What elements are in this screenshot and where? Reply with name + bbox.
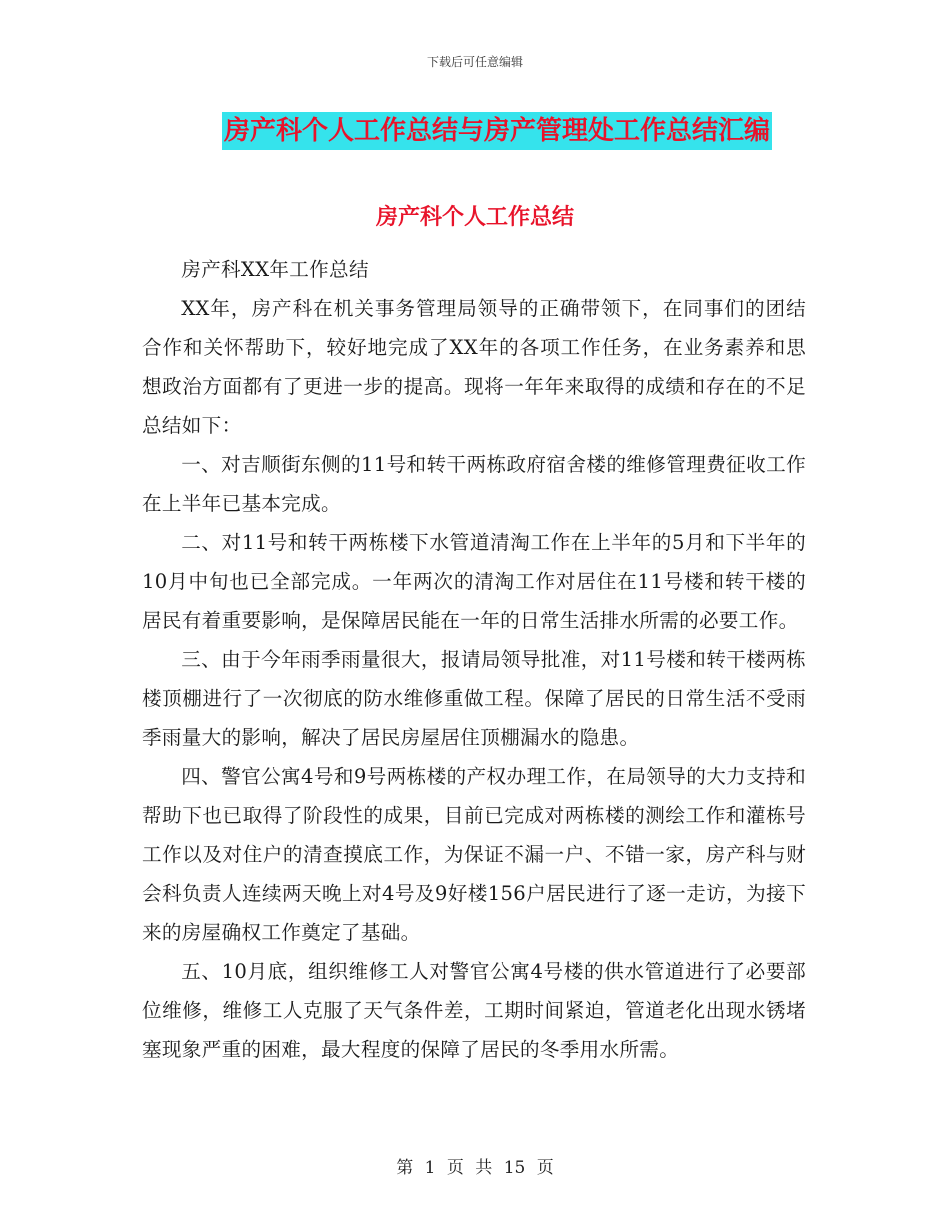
paragraph-item-5: 五、10月底，组织维修工人对警官公寓4号楼的供水管道进行了必要部位维修，维修工人克服了天气条件差，工期时间紧迫，管道老化出现水锈堵塞现象严重的困难，最大程度的保障了居民的冬季用水所需。	[142, 960, 806, 1061]
page-number-footer: 第 1 页 共 15 页	[396, 1158, 554, 1178]
section-title: 房产科个人工作总结	[375, 205, 574, 230]
paragraph-item-4: 四、警官公寓4号和9号两栋楼的产权办理工作，在局领导的大力支持和帮助下也已取得了阶段性的成果，目前已完成对两栋楼的测绘工作和灌栋号工作以及对住户的清查摸底工作，为保证不漏一户、不错一家，房产科与财会科负责人连续两天晚上对4号及9好楼156户居民进行了逐一走访，为接下来的房屋确权工作奠定了基础。	[142, 765, 806, 944]
paragraph-item-3: 三、由于今年雨季雨量很大，报请局领导批准，对11号楼和转干楼两栋楼顶棚进行了一次彻底的防水维修重做工程。保障了居民的日常生活不受雨季雨量大的影响，解决了居民房屋居住顶棚漏水的隐患。	[142, 648, 806, 749]
paragraph-subtitle: 房产科XX年工作总结	[181, 258, 369, 281]
document-body	[142, 250, 806, 1069]
header-note: 下载后可任意编辑	[426, 55, 523, 69]
paragraph-intro: XX年，房产科在机关事务管理局领导的正确带领下，在同事们的团结合作和关怀帮助下，较好地完成了XX年的各项工作任务，在业务素养和思想政治方面都有了更进一步的提高。现将一年年来取得的成绩和存在的不足总结如下：	[142, 297, 806, 437]
paragraph-item-1: 一、对吉顺街东侧的11号和转干两栋政府宿舍楼的维修管理费征收工作在上半年已基本完成。	[142, 453, 806, 515]
paragraph-item-2: 二、对11号和转干两栋楼下水管道清淘工作在上半年的5月和下半年的10月中旬也已全部完成。一年两次的清淘工作对居住在11号楼和转干楼的居民有着重要影响，是保障居民能在一年的日常生活排水所需的必要工作。	[142, 531, 806, 632]
document-main-title: 房产科个人工作总结与房产管理处工作总结汇编	[222, 112, 772, 150]
